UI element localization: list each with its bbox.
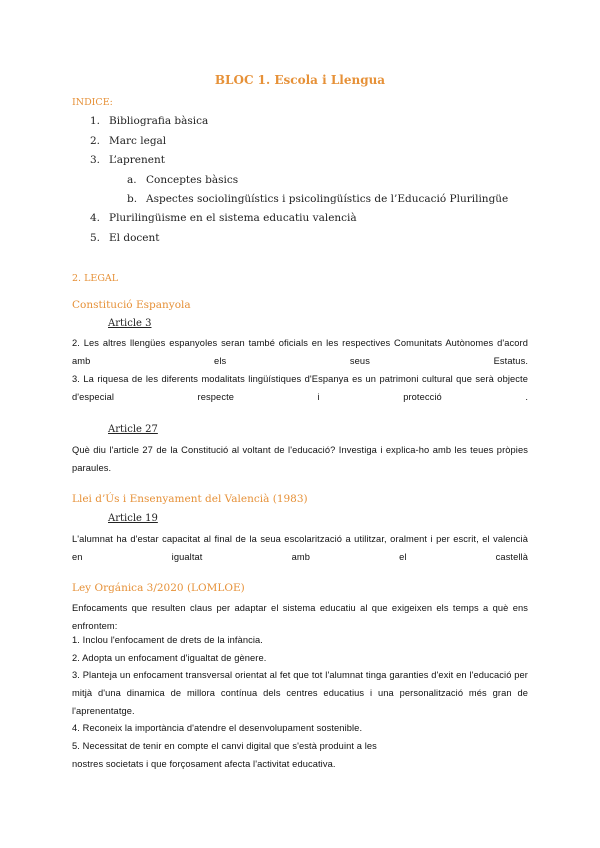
lomloe-item-3: 3. Planteja un enfocament transversal orientat al fet que tot l'alumnat tinga garanties d'exit en l'educació per mitjà d'una dinamica de millora contínua dels centres educatius i una personalització més gran de l'aprenentatge. bbox=[72, 670, 528, 716]
article-27-label: Article 27 bbox=[108, 424, 158, 435]
index-item-1: 1. Bibliografia bàsica bbox=[90, 115, 209, 127]
index-item-3a: a. Conceptes bàsics bbox=[127, 174, 239, 186]
index-item-3: 3. L’aprenent bbox=[90, 154, 165, 166]
lomloe-item-5-line-1: 5. Necessitat de tenir en compte el canvi digital que s'està produint a les bbox=[72, 741, 377, 751]
index-label: INDICE: bbox=[72, 97, 113, 108]
index-item-5: 5. El docent bbox=[90, 232, 160, 244]
lomloe-item-5-line-2: nostres societats i que forçosament afecta l'activitat educativa. bbox=[72, 759, 336, 769]
lomloe-heading: Ley Orgánica 3/2020 (LOMLOE) bbox=[72, 582, 245, 594]
lomloe-intro: Enfocaments que resulten claus per adaptar el sistema educatiu al que exigeixen els temps a què ens enfrontem: bbox=[72, 603, 528, 631]
lomloe-item-1: 1. Inclou l'enfocament de drets de la infància. bbox=[72, 635, 263, 645]
constitucio-heading: Constitució Espanyola bbox=[72, 299, 191, 311]
lomloe-item-4: 4. Reconeix la importància d'atendre el desenvolupament sostenible. bbox=[72, 723, 363, 733]
llei-heading: Llei d’Ús i Ensenyament del Valencià (1983) bbox=[72, 493, 308, 505]
article-19-paragraph: L'alumnat ha d'estar capacitat al final de la seua escolarització a utilitzar, oralment i per escrit, el valencià en igualtat amb el castellà bbox=[72, 534, 528, 562]
index-item-2: 2. Marc legal bbox=[90, 135, 167, 147]
lomloe-item-2: 2. Adopta un enfocament d'igualtat de gènere. bbox=[72, 653, 267, 663]
article-3-paragraph-3: 3. La riquesa de les diferents modalitats lingüístiques d'Espanya es un patrimoni cultural que serà objecte d'especial respecte i protecció . bbox=[72, 374, 528, 402]
document-title: BLOC 1. Escola i Llengua bbox=[214, 73, 386, 87]
article-3-paragraph-2: 2. Les altres llengües espanyoles seran també oficials en les respectives Comunitats Autònomes d'acord amb els seus Estatus. bbox=[72, 338, 528, 366]
article-27-paragraph: Què diu l'article 27 de la Constitució al voltant de l'educació? Investiga i explica-ho amb les teues pròpies paraules. bbox=[72, 445, 528, 473]
index-item-4: 4. Plurilingüisme en el sistema educatiu valencià bbox=[90, 212, 357, 224]
index-item-3b: b. Aspectes sociolingüístics i psicolingüístics de l’Educació Plurilingüe bbox=[127, 193, 509, 205]
article-3-label: Article 3 bbox=[108, 318, 152, 329]
legal-section-label: 2. LEGAL bbox=[72, 273, 119, 284]
article-19-label: Article 19 bbox=[108, 513, 158, 524]
